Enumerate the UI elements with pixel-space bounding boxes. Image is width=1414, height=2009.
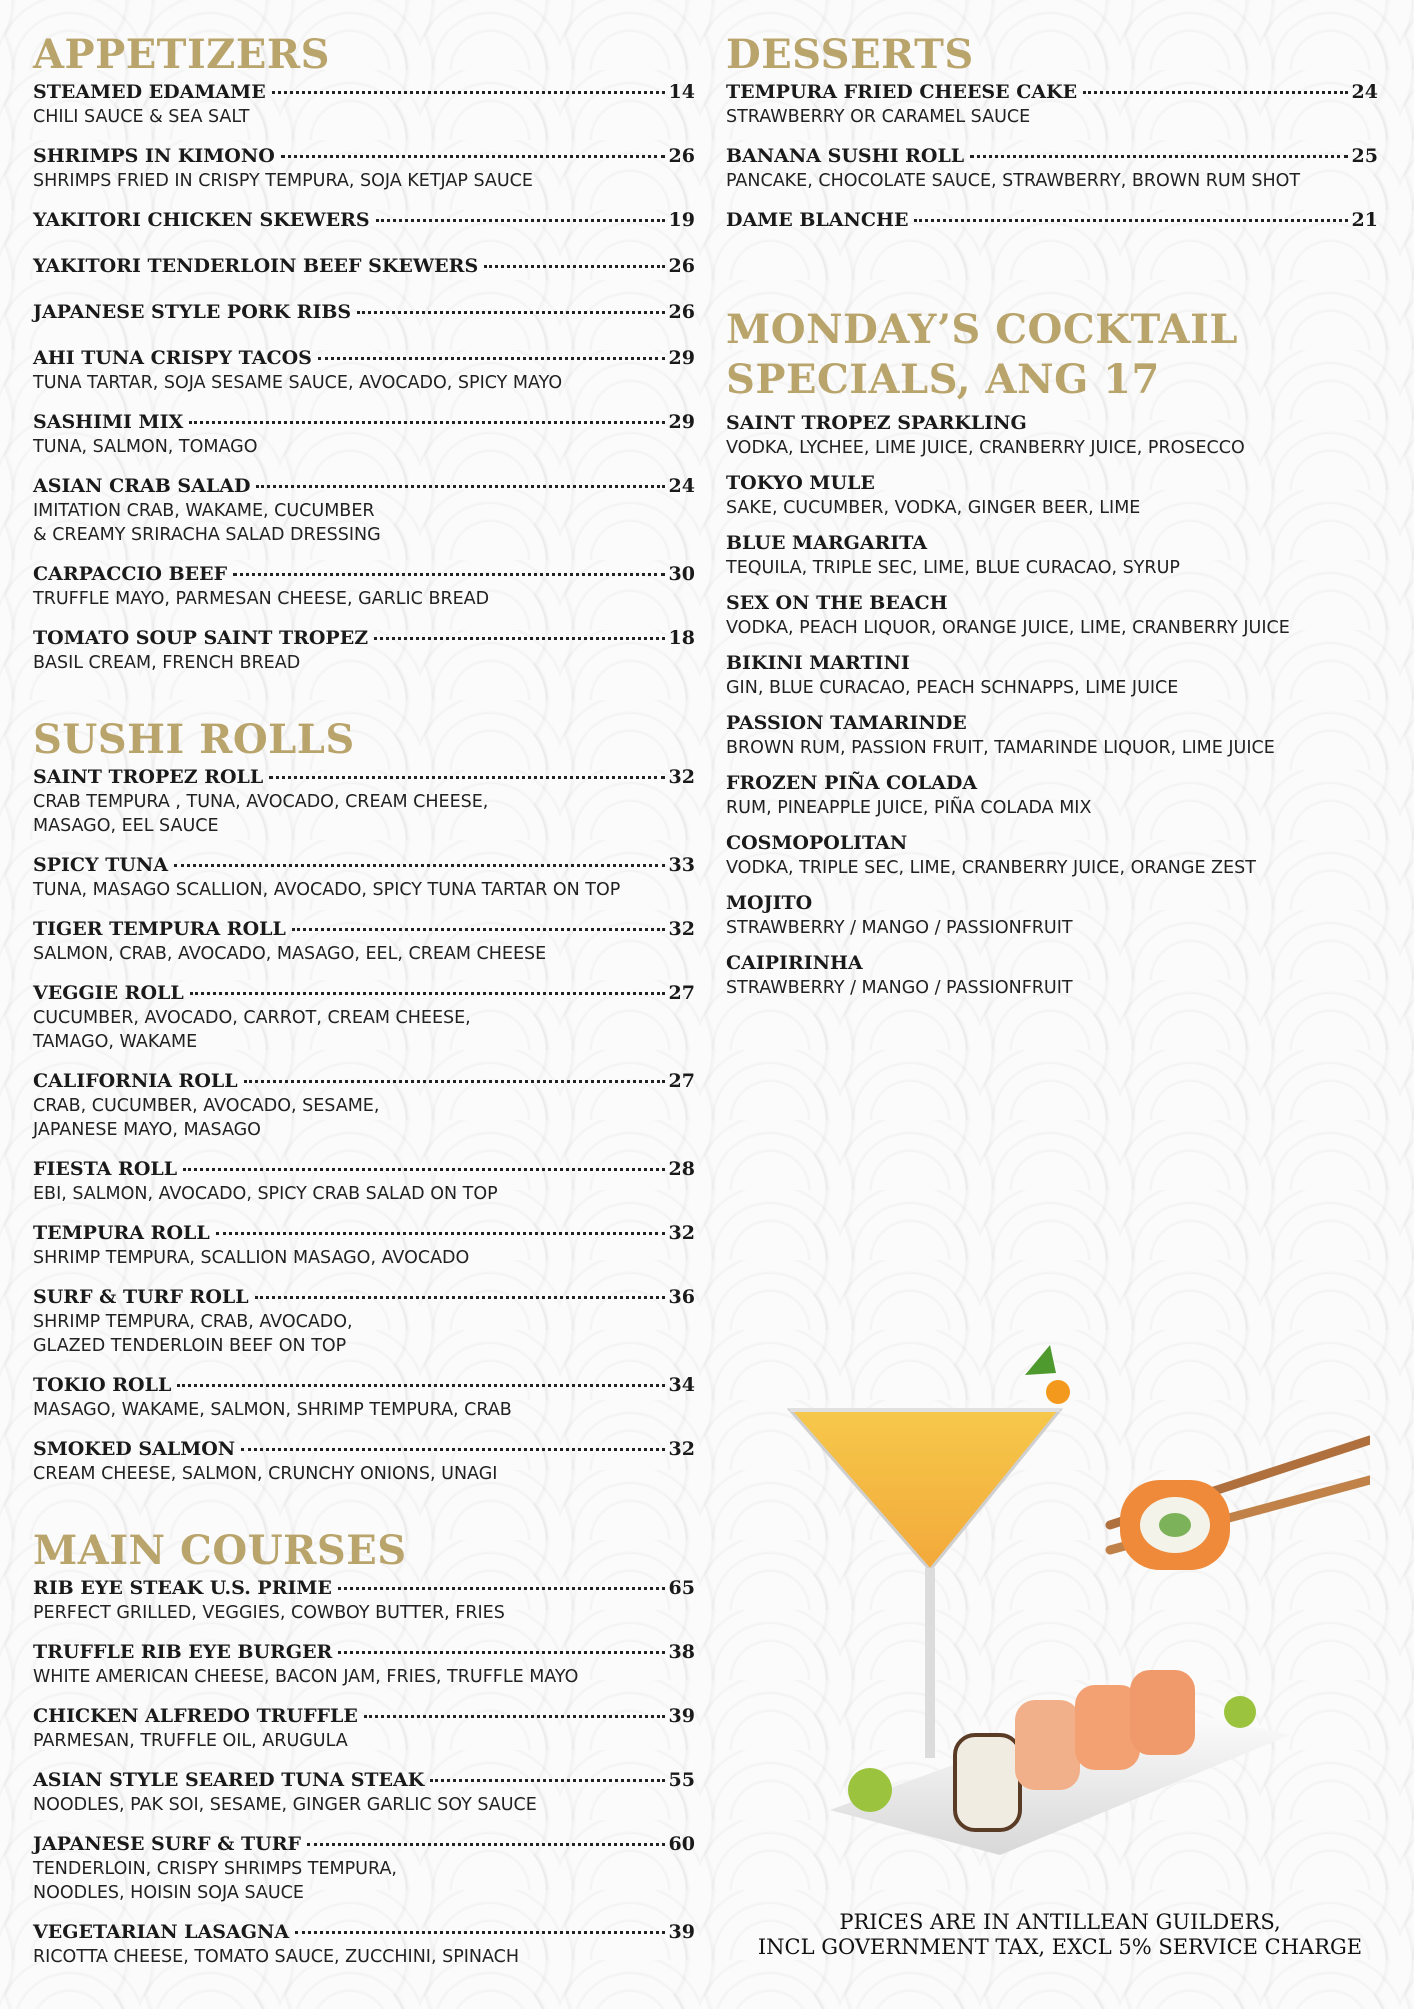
dot-leader [970, 155, 1347, 158]
dot-leader [338, 1587, 665, 1590]
dot-leader [292, 928, 665, 931]
dot-leader [269, 776, 664, 779]
item-price: 38 [668, 1641, 695, 1663]
item-description: TUNA, MASAGO SCALLION, AVOCADO, SPICY TUNA TARTAR ON TOP [33, 880, 621, 900]
item-description: STRAWBERRY OR CARAMEL SAUCE [726, 107, 1031, 127]
item-header [33, 981, 695, 1006]
item-price: 26 [668, 301, 695, 323]
item-price: 21 [1351, 209, 1378, 231]
item-description: SAKE, CUCUMBER, VODKA, GINGER BEER, LIME [726, 498, 1141, 518]
menu-item [33, 853, 695, 902]
item-name: TRUFFLE RIB EYE BURGER [33, 1641, 333, 1663]
menu-item [33, 254, 695, 279]
item-price: 34 [668, 1374, 695, 1396]
menu-item [33, 1920, 695, 1969]
cocktail-item [726, 951, 1378, 1000]
dot-leader [272, 91, 665, 94]
dot-leader [183, 1168, 664, 1171]
menu-item [33, 626, 695, 675]
dot-leader [241, 1448, 664, 1451]
main-courses-heading: MAIN COURSES [33, 1527, 407, 1574]
item-header [33, 1437, 695, 1462]
item-name: SEX ON THE BEACH [726, 592, 948, 614]
cocktail-item [726, 831, 1378, 880]
item-description: BASIL CREAM, FRENCH BREAD [33, 653, 301, 673]
item-header [726, 951, 1378, 976]
item-description: BROWN RUM, PASSION FRUIT, TAMARINDE LIQUOR, LIME JUICE [726, 738, 1275, 758]
item-price: 26 [668, 255, 695, 277]
item-name: SAINT TROPEZ ROLL [33, 766, 264, 788]
dot-leader [256, 485, 664, 488]
item-description: SHRIMPS FRIED IN CRISPY TEMPURA, SOJA KETJAP SAUCE [33, 171, 533, 191]
item-description: TRUFFLE MAYO, PARMESAN CHEESE, GARLIC BREAD [33, 589, 490, 609]
item-description: CRAB, CUCUMBER, AVOCADO, SESAME, JAPANESE MAYO, MASAGO [33, 1096, 380, 1140]
item-header [726, 771, 1378, 796]
cocktail-item [726, 411, 1378, 460]
item-header [33, 254, 695, 279]
item-header [726, 208, 1378, 233]
item-name: ASIAN STYLE SEARED TUNA STEAK [33, 1769, 425, 1791]
cocktails-heading-line2: SPECIALS, ANG 17 [726, 356, 1160, 403]
item-name: DAME BLANCHE [726, 209, 909, 231]
item-header [726, 831, 1378, 856]
item-header [33, 1640, 695, 1665]
menu-item [33, 1704, 695, 1753]
dot-leader [307, 1843, 665, 1846]
menu-item [33, 1157, 695, 1206]
item-price: 18 [668, 627, 695, 649]
item-header [33, 208, 695, 233]
menu-item [33, 1221, 695, 1270]
menu-item [33, 410, 695, 459]
cocktail-item [726, 771, 1378, 820]
item-description: CHILI SAUCE & SEA SALT [33, 107, 250, 127]
item-name: CAIPIRINHA [726, 952, 863, 974]
item-description: EBI, SALMON, AVOCADO, SPICY CRAB SALAD ON TOP [33, 1184, 498, 1204]
cocktail-item [726, 891, 1378, 940]
item-name: COSMOPOLITAN [726, 832, 908, 854]
menu-item [33, 1069, 695, 1142]
item-price: 39 [668, 1921, 695, 1943]
dot-leader [233, 573, 664, 576]
item-header [33, 1157, 695, 1182]
item-price: 25 [1351, 145, 1378, 167]
item-description: WHITE AMERICAN CHEESE, BACON JAM, FRIES, TRUFFLE MAYO [33, 1667, 579, 1687]
item-description: TUNA, SALMON, TOMAGO [33, 437, 258, 457]
cocktails-list [726, 411, 1378, 1000]
menu-item [33, 1768, 695, 1817]
item-price: 65 [668, 1577, 695, 1599]
item-name: BLUE MARGARITA [726, 532, 928, 554]
item-name: CARPACCIO BEEF [33, 563, 228, 585]
item-price: 27 [668, 1070, 695, 1092]
item-description: STRAWBERRY / MANGO / PASSIONFRUIT [726, 918, 1073, 938]
menu-item [33, 765, 695, 838]
item-header [33, 1920, 695, 1945]
menu-item [726, 208, 1378, 233]
item-header [33, 1221, 695, 1246]
dot-leader [318, 357, 665, 360]
menu-item [33, 1832, 695, 1905]
dot-leader [914, 219, 1347, 222]
item-description: VODKA, PEACH LIQUOR, ORANGE JUICE, LIME, CRANBERRY JUICE [726, 618, 1290, 638]
item-description: VODKA, LYCHEE, LIME JUICE, CRANBERRY JUICE, PROSECCO [726, 438, 1245, 458]
item-price: 28 [668, 1158, 695, 1180]
item-name: BANANA SUSHI ROLL [726, 145, 965, 167]
item-header [726, 591, 1378, 616]
item-description: STRAWBERRY / MANGO / PASSIONFRUIT [726, 978, 1073, 998]
item-name: FIESTA ROLL [33, 1158, 178, 1180]
item-name: MOJITO [726, 892, 813, 914]
item-header [33, 1069, 695, 1094]
item-header [33, 765, 695, 790]
item-price: 24 [1351, 81, 1378, 103]
menu-item [33, 562, 695, 611]
cocktail-and-sushi-photo [770, 1340, 1370, 1860]
menu-item [33, 80, 695, 129]
item-description: TENDERLOIN, CRISPY SHRIMPS TEMPURA, NOODLES, HOISIN SOJA SAUCE [33, 1859, 397, 1903]
item-header [33, 474, 695, 499]
dot-leader [374, 637, 664, 640]
dot-leader [357, 311, 664, 314]
menu-item [33, 981, 695, 1054]
item-description: CUCUMBER, AVOCADO, CARROT, CREAM CHEESE, TAMAGO, WAKAME [33, 1008, 471, 1052]
menu-item [33, 1285, 695, 1358]
item-name: SHRIMPS IN KIMONO [33, 145, 275, 167]
item-header [33, 1704, 695, 1729]
dot-leader [190, 992, 665, 995]
menu-item [33, 917, 695, 966]
dot-leader [430, 1779, 664, 1782]
item-name: JAPANESE STYLE PORK RIBS [33, 301, 352, 323]
right-column [726, 30, 1378, 1040]
item-description: PERFECT GRILLED, VEGGIES, COWBOY BUTTER, FRIES [33, 1603, 505, 1623]
cocktail-item [726, 651, 1378, 700]
item-header [33, 1768, 695, 1793]
item-name: TOKYO MULE [726, 472, 875, 494]
item-price: 32 [668, 1438, 695, 1460]
cocktail-item [726, 531, 1378, 580]
item-header [33, 144, 695, 169]
sushi-rolls-list [33, 765, 695, 1486]
item-description: SALMON, CRAB, AVOCADO, MASAGO, EEL, CREAM CHEESE [33, 944, 547, 964]
item-name: ASIAN CRAB SALAD [33, 475, 251, 497]
dot-leader [295, 1931, 664, 1934]
dot-leader [1083, 91, 1347, 94]
item-price: 39 [668, 1705, 695, 1727]
item-name: SPICY TUNA [33, 854, 169, 876]
cocktail-item [726, 711, 1378, 760]
item-name: YAKITORI CHICKEN SKEWERS [33, 209, 370, 231]
item-description: TEQUILA, TRIPLE SEC, LIME, BLUE CURACAO, SYRUP [726, 558, 1180, 578]
menu-item [33, 1640, 695, 1689]
item-name: TEMPURA FRIED CHEESE CAKE [726, 81, 1078, 103]
item-header [33, 917, 695, 942]
item-name: STEAMED EDAMAME [33, 81, 266, 103]
item-price: 32 [668, 766, 695, 788]
item-name: TOMATO SOUP SAINT TROPEZ [33, 627, 369, 649]
item-description: TUNA TARTAR, SOJA SESAME SAUCE, AVOCADO, SPICY MAYO [33, 373, 563, 393]
item-name: TIGER TEMPURA ROLL [33, 918, 286, 940]
item-price: 30 [668, 563, 695, 585]
item-header [33, 1373, 695, 1398]
item-price: 29 [668, 347, 695, 369]
item-name: AHI TUNA CRISPY TACOS [33, 347, 312, 369]
menu-item [33, 1373, 695, 1422]
price-note [745, 1910, 1375, 1960]
item-price: 24 [668, 475, 695, 497]
item-description: VODKA, TRIPLE SEC, LIME, CRANBERRY JUICE, ORANGE ZEST [726, 858, 1256, 878]
item-header [33, 80, 695, 105]
dot-leader [376, 219, 665, 222]
price-note-line1: PRICES ARE IN ANTILLEAN GUILDERS, [839, 1910, 1281, 1934]
main-courses-list [33, 1576, 695, 1969]
item-header [726, 144, 1378, 169]
item-header [33, 562, 695, 587]
item-price: 19 [668, 209, 695, 231]
item-price: 60 [668, 1833, 695, 1855]
item-description: SHRIMP TEMPURA, CRAB, AVOCADO, GLAZED TENDERLOIN BEEF ON TOP [33, 1312, 353, 1356]
dot-leader [281, 155, 665, 158]
item-name: SASHIMI MIX [33, 411, 184, 433]
item-name: VEGGIE ROLL [33, 982, 184, 1004]
cocktails-heading-line1: MONDAY’S COCKTAIL [726, 306, 1238, 353]
item-header [33, 853, 695, 878]
item-header [33, 1576, 695, 1601]
item-header [33, 626, 695, 651]
item-name: PASSION TAMARINDE [726, 712, 967, 734]
item-name: YAKITORI TENDERLOIN BEEF SKEWERS [33, 255, 479, 277]
item-name: FROZEN PIÑA COLADA [726, 772, 978, 794]
item-description: RUM, PINEAPPLE JUICE, PIÑA COLADA MIX [726, 798, 1092, 818]
item-header [726, 891, 1378, 916]
item-description: SHRIMP TEMPURA, SCALLION MASAGO, AVOCADO [33, 1248, 470, 1268]
sushi-rolls-heading: SUSHI ROLLS [33, 716, 355, 763]
item-price: 36 [668, 1286, 695, 1308]
item-description: CRAB TEMPURA , TUNA, AVOCADO, CREAM CHEESE, MASAGO, EEL SAUCE [33, 792, 489, 836]
item-price: 33 [668, 854, 695, 876]
item-header [726, 531, 1378, 556]
item-name: TEMPURA ROLL [33, 1222, 210, 1244]
dot-leader [177, 1384, 664, 1387]
item-header [726, 80, 1378, 105]
item-name: SAINT TROPEZ SPARKLING [726, 412, 1027, 434]
item-header [33, 1285, 695, 1310]
item-price: 32 [668, 918, 695, 940]
item-description: CREAM CHEESE, SALMON, CRUNCHY ONIONS, UNAGI [33, 1464, 498, 1484]
menu-item [33, 1576, 695, 1625]
menu-item [33, 144, 695, 193]
item-header [33, 300, 695, 325]
item-name: SURF & TURF ROLL [33, 1286, 249, 1308]
item-price: 26 [668, 145, 695, 167]
item-header [726, 651, 1378, 676]
item-header [726, 411, 1378, 436]
menu-item [726, 144, 1378, 193]
item-price: 32 [668, 1222, 695, 1244]
appetizers-list [33, 80, 695, 675]
menu-item [33, 1437, 695, 1486]
desserts-section [726, 30, 1378, 233]
appetizers-heading: APPETIZERS [33, 31, 330, 78]
main-courses-section [33, 1526, 695, 1969]
appetizers-section [33, 30, 695, 675]
dot-leader [484, 265, 664, 268]
cocktail-item [726, 471, 1378, 520]
dot-leader [174, 864, 665, 867]
item-description: GIN, BLUE CURACAO, PEACH SCHNAPPS, LIME JUICE [726, 678, 1179, 698]
menu-item [33, 300, 695, 325]
menu-item [33, 346, 695, 395]
item-name: BIKINI MARTINI [726, 652, 910, 674]
dot-leader [189, 421, 664, 424]
desserts-list [726, 80, 1378, 233]
item-name: JAPANESE SURF & TURF [33, 1833, 301, 1855]
dot-leader [364, 1715, 665, 1718]
item-name: VEGETARIAN LASAGNA [33, 1921, 290, 1943]
item-name: RIB EYE STEAK U.S. PRIME [33, 1577, 332, 1599]
sushi-rolls-section [33, 715, 695, 1486]
item-header [33, 346, 695, 371]
item-header [33, 1832, 695, 1857]
dot-leader [216, 1232, 665, 1235]
dot-leader [255, 1296, 665, 1299]
item-name: CALIFORNIA ROLL [33, 1070, 238, 1092]
menu-item [726, 80, 1378, 129]
item-price: 14 [668, 81, 695, 103]
price-note-line2: INCL GOVERNMENT TAX, EXCL 5% SERVICE CHARGE [757, 1935, 1363, 1959]
item-description: RICOTTA CHEESE, TOMATO SAUCE, ZUCCHINI, SPINACH [33, 1947, 520, 1967]
item-description: PARMESAN, TRUFFLE OIL, ARUGULA [33, 1731, 348, 1751]
item-description: NOODLES, PAK SOI, SESAME, GINGER GARLIC SOY SAUCE [33, 1795, 537, 1815]
item-description: IMITATION CRAB, WAKAME, CUCUMBER & CREAMY SRIRACHA SALAD DRESSING [33, 501, 381, 545]
item-name: CHICKEN ALFREDO TRUFFLE [33, 1705, 358, 1727]
item-header [726, 711, 1378, 736]
item-description: PANCAKE, CHOCOLATE SAUCE, STRAWBERRY, BROWN RUM SHOT [726, 171, 1301, 191]
menu-item [33, 474, 695, 547]
dot-leader [338, 1651, 664, 1654]
item-price: 29 [668, 411, 695, 433]
cocktail-item [726, 591, 1378, 640]
desserts-heading: DESSERTS [726, 31, 974, 78]
item-name: SMOKED SALMON [33, 1438, 236, 1460]
item-description: MASAGO, WAKAME, SALMON, SHRIMP TEMPURA, CRAB [33, 1400, 512, 1420]
item-price: 55 [668, 1769, 695, 1791]
dot-leader [244, 1080, 665, 1083]
item-price: 27 [668, 982, 695, 1004]
cocktails-section [726, 305, 1378, 1000]
item-name: TOKIO ROLL [33, 1374, 172, 1396]
left-column [33, 30, 695, 2009]
menu-item [33, 208, 695, 233]
item-header [33, 410, 695, 435]
mint-leaf-icon [1025, 1345, 1056, 1375]
item-header [726, 471, 1378, 496]
